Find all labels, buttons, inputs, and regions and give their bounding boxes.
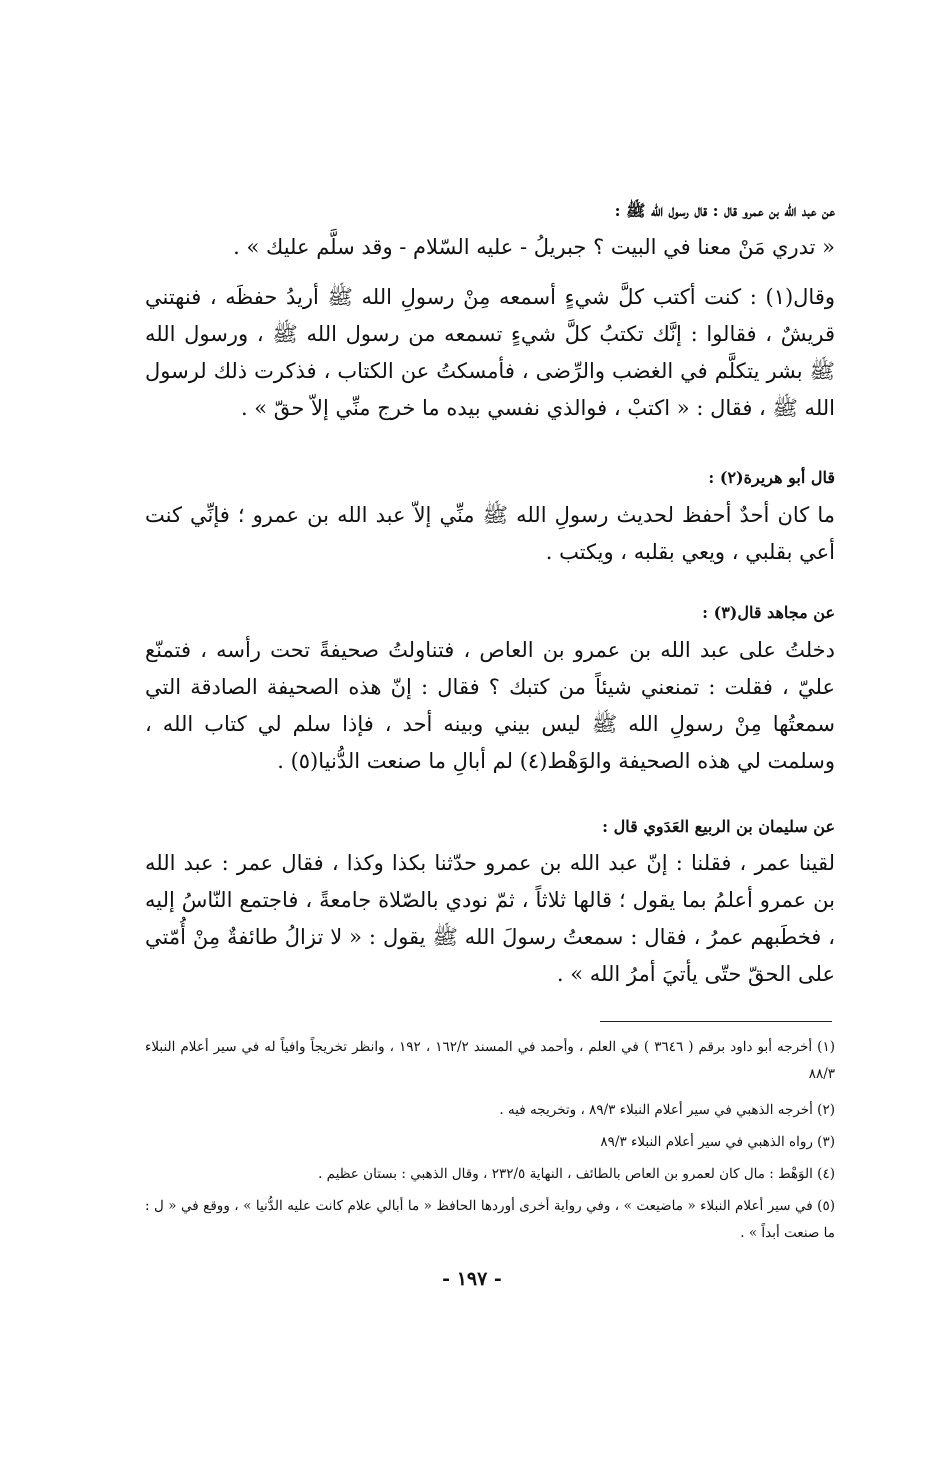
heading-4: عن مجاهد قال(٣) : <box>702 603 835 622</box>
footnote-divider <box>600 1021 832 1022</box>
heading-5: عن سليمان بن الربيع العَدَوي قال : <box>602 817 835 836</box>
footnote-2: (٢) أخرجه الذهبي في سير أعلام النبلاء ٨٩/٣ ، وتخريجه فيه . <box>499 1102 835 1118</box>
paragraph-1: « تدري مَنْ معنا في البيت ؟ جبريلُ - عليه السّلام - وقد سلَّم عليك » . <box>233 235 835 259</box>
footnote-1: (١) أخرجه أبو داود برقم ( ٣٦٤٦ ) في العلم ، وأحمد في المسند ١٦٢/٢ ، ١٩٢ ، وانظر تخريجاً وافياً له في سير أعلام النبلاء ٨٨/٣ <box>145 1039 835 1082</box>
paragraph-4: دخلتُ على عبد الله بن عمرو بن العاص ، فتناولتُ صحيفةً تحت رأسه ، فتمنّع عليّ ، فقلت : تمنعني شيئاً من كتبك ؟ فقال : إنّ هذه الصحيفة الصادقة التي سمعتُها مِنْ رسولِ الله ﷺ ليس بيني وبينه أحد ، فإذا سلم لي كتاب الله ، وسلمت لي هذه الصحيفة والوَهْط(٤) لم أبالِ ما صنعت الدُّنيا(٥) . <box>145 638 835 773</box>
paragraph-3: ما كان أحدٌ أحفظ لحديث رسولِ الله ﷺ منِّي إلاّ عبد الله بن عمرو ؛ فإنِّي كنت أعي بقلبي ، ويعي بقلبه ، ويكتب . <box>145 503 835 564</box>
heading-3: قال أبو هريرة(٢) : <box>708 468 835 487</box>
paragraph-5: لقينا عمر ، فقلنا : إنّ عبد الله بن عمرو حدّثنا بكذا وكذا ، فقال عمر : عبد الله بن عمرو أعلمُ بما يقول ؛ قالها ثلاثاً ، ثمّ نودي بالصّلاة جامعةً ، فاجتمع النّاسُ إليه ، فخطَبهم عمرُ ، فقال : سمعتُ رسولَ الله ﷺ يقول : « لا تزالُ طائفةٌ مِنْ أُمّتي على الحقّ حتّى يأتيَ أمرُ الله » . <box>145 851 835 986</box>
footnote-3: (٣) رواه الذهبي في سير أعلام النبلاء ٨٩/٣ <box>600 1134 835 1150</box>
footnote-4: (٤) الوَهْط : مال كان لعمرو بن العاص بالطائف ، النهاية ٢٣٢/٥ ، وقال الذهبي : بستان عظيم . <box>318 1166 835 1182</box>
paragraph-2: وقال(١) : كنت أكتب كلَّ شيءٍ أسمعه مِنْ رسولِ الله ﷺ أريدُ حفظَه ، فنهتني قريشٌ ، فقالوا : إنَّك تكتبُ كلَّ شيءٍ تسمعه من رسول الله ﷺ ، ورسول الله ﷺ بشر يتكلَّم في الغضب والرِّضى ، فأمسكتُ عن الكتاب ، فذكرت ذلك لرسول الله ﷺ ، فقال : « اكتبْ ، فوالذي نفسي بيده ما خرج منِّي إلاّ حقّ » . <box>145 285 835 420</box>
heading-1: عن عبد الله بن عمرو قال : قال رسول الله ﷺ : <box>614 201 835 220</box>
page-number: - ١٩٧ - <box>442 1268 502 1290</box>
footnote-5: (٥) في سير أعلام النبلاء « ماضيعت » ، وفي رواية أخرى أوردها الحافظ « ما أبالي علام كانت عليه الدُّنيا » ، ووقع في « ل : ما صنعت أبداً » . <box>145 1198 835 1241</box>
